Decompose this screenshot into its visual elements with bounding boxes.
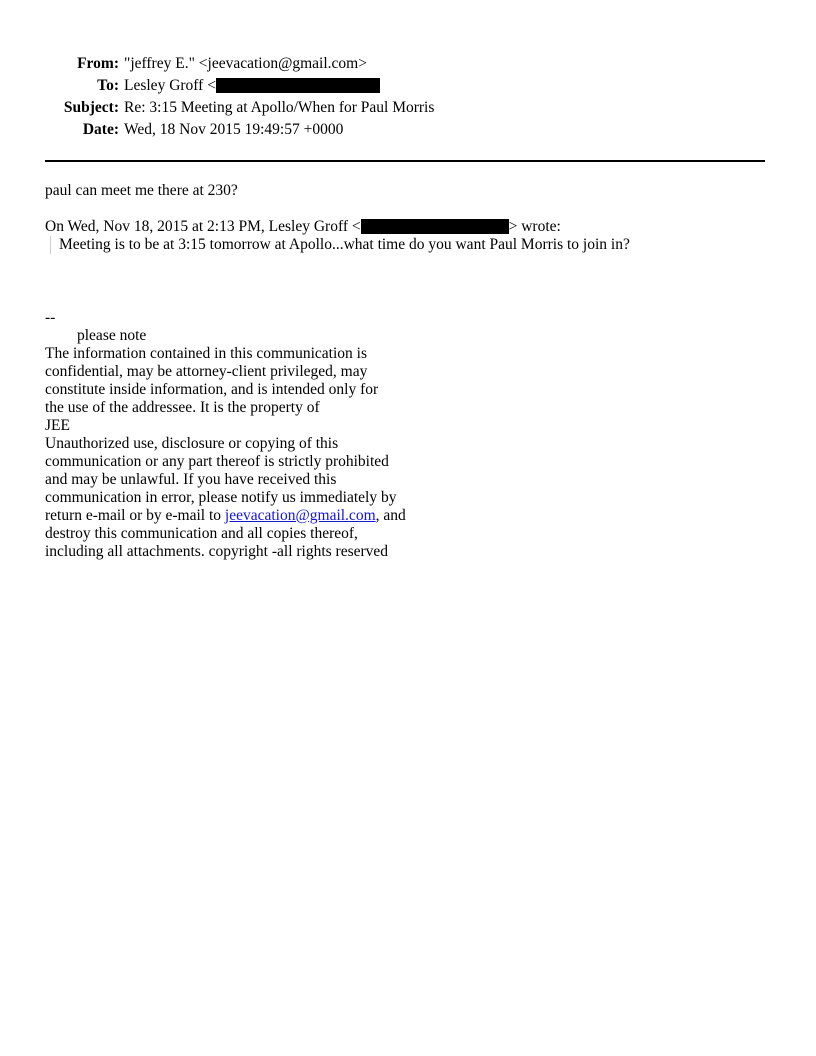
email-header (45, 53, 765, 141)
subject-row (45, 97, 765, 119)
redaction-bar (361, 219, 509, 234)
signature-note: please note (77, 327, 147, 344)
subject-value: Re: 3:15 Meeting at Apollo/When for Paul Morris (124, 99, 435, 116)
disclaimer-line: constitute inside information, and is intended only for (45, 381, 379, 398)
from-value: "jeffrey E." <jeevacation@gmail.com> (124, 55, 367, 72)
disclaimer-return-line (45, 507, 425, 525)
return-prefix: return e-mail or by e-mail to (45, 507, 225, 524)
to-label: To: (97, 77, 119, 94)
reply-text: paul can meet me there at 230? (45, 182, 238, 199)
date-row (45, 119, 765, 141)
quote-attribution (45, 218, 765, 236)
disclaimer-line: including all attachments. copyright -all rights reserved (45, 543, 389, 560)
subject-label: Subject: (63, 99, 119, 116)
return-suffix: , and (375, 507, 406, 524)
from-label: From: (77, 55, 119, 72)
disclaimer-line: Unauthorized use, disclosure or copying of this (45, 435, 339, 452)
disclaimer-line: communication or any part thereof is strictly prohibited (45, 453, 389, 470)
header-divider (45, 160, 765, 162)
from-row (45, 53, 765, 75)
disclaimer-line: JEE (45, 417, 70, 434)
to-row (45, 75, 765, 97)
disclaimer-line: and may be unlawful. If you have received this (45, 471, 337, 488)
attribution-suffix: > wrote: (508, 218, 561, 235)
date-label: Date: (82, 121, 119, 138)
attribution-prefix: On Wed, Nov 18, 2015 at 2:13 PM, Lesley Groff < (45, 218, 361, 235)
disclaimer-line: The information contained in this communication is (45, 345, 367, 362)
quoted-message: Meeting is to be at 3:15 tomorrow at Apollo...what time do you want Paul Morris to join in? (50, 236, 765, 254)
date-value: Wed, 18 Nov 2015 19:49:57 +0000 (124, 121, 344, 138)
redaction-bar (216, 78, 380, 93)
disclaimer-line: destroy this communication and all copies thereof, (45, 525, 358, 542)
disclaimer-line: communication in error, please notify us immediately by (45, 489, 397, 506)
to-value-wrap (124, 75, 765, 97)
disclaimer-line: the use of the addressee. It is the property of (45, 399, 320, 416)
disclaimer-line: confidential, may be attorney-client privileged, may (45, 363, 368, 380)
email-signature (45, 309, 425, 561)
message-body (45, 182, 765, 254)
to-value: Lesley Groff < (124, 77, 216, 94)
signature-separator: -- (45, 309, 56, 326)
email-link[interactable]: jeevacation@gmail.com (224, 507, 376, 524)
